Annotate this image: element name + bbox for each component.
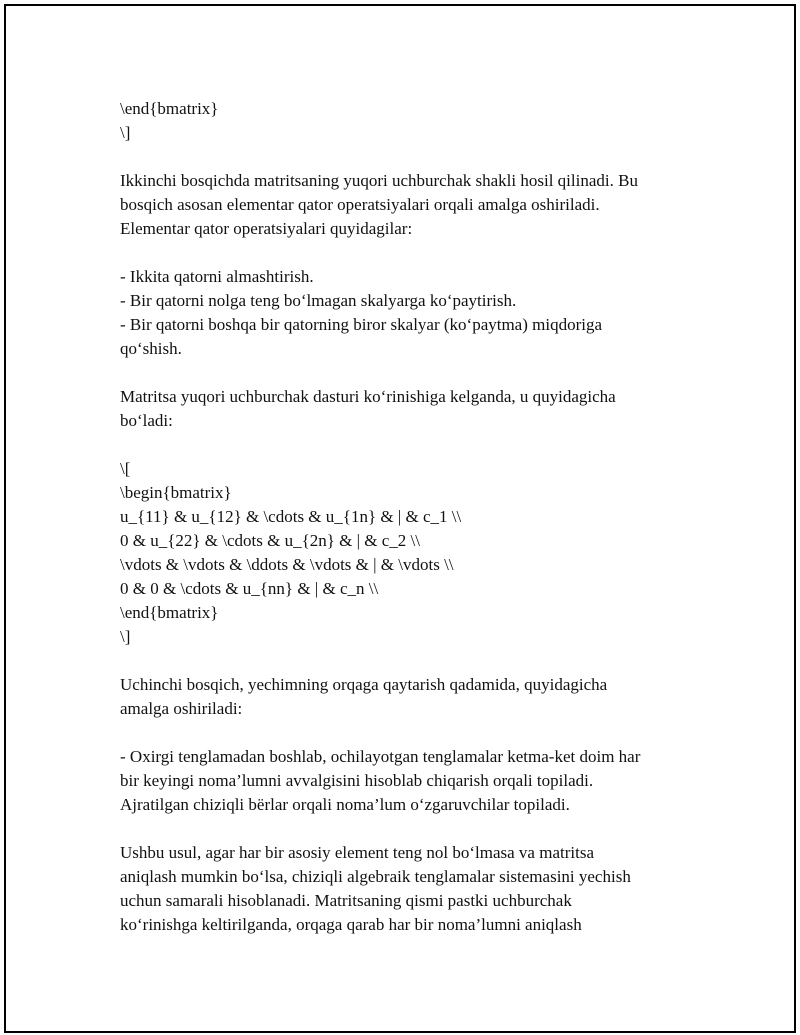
text-line: Elementar qator operatsiyalari quyidagilar: [120, 219, 413, 238]
text-line: uchun samarali hisoblanadi. Matritsaning qismi pastki uchburchak [120, 891, 572, 910]
paragraph [120, 841, 720, 937]
text-line: bo‘ladi: [120, 411, 173, 430]
code-line: \] [120, 627, 131, 646]
code-line: u_{11} & u_{12} & \cdots & u_{1n} & | & c_1 \\ [120, 507, 462, 526]
bullet-list [120, 745, 720, 817]
text-line: Ikkinchi bosqichda matritsaning yuqori uchburchak shakli hosil qilinadi. Bu [120, 171, 638, 190]
latex-matrix-block [120, 457, 720, 649]
text-line: Ushbu usul, agar har bir asosiy element teng nol bo‘lmasa va matritsa [120, 843, 594, 862]
text-line: - Ikkita qatorni almashtirish. [120, 267, 314, 286]
paragraph [120, 385, 720, 433]
paragraph [120, 673, 720, 721]
document-body [120, 97, 720, 937]
text-line: - Bir qatorni boshqa bir qatorning biror skalyar (ko‘paytma) miqdoriga [120, 315, 603, 334]
text-line: - Oxirgi tenglamadan boshlab, ochilayotgan tenglamalar ketma-ket doim har [120, 747, 641, 766]
code-line: \end{bmatrix} [120, 603, 219, 622]
code-line: \[ [120, 459, 131, 478]
code-line: 0 & 0 & \cdots & u_{nn} & | & c_n \\ [120, 579, 379, 598]
text-line: Uchinchi bosqich, yechimning orqaga qaytarish qadamida, quyidagicha [120, 675, 608, 694]
paragraph [120, 97, 720, 145]
bullet-list [120, 265, 720, 361]
text-line: Matritsa yuqori uchburchak dasturi ko‘rinishiga kelganda, u quyidagicha [120, 387, 616, 406]
code-line: 0 & u_{22} & \cdots & u_{2n} & | & c_2 \\ [120, 531, 421, 550]
code-line: \begin{bmatrix} [120, 483, 232, 502]
text-line: - Bir qatorni nolga teng bo‘lmagan skalyarga ko‘paytirish. [120, 291, 517, 310]
code-line: \vdots & \vdots & \ddots & \vdots & | & \vdots \\ [120, 555, 454, 574]
text-line: amalga oshiriladi: [120, 699, 243, 718]
text-line: qo‘shish. [120, 339, 182, 358]
page-frame [4, 4, 796, 1033]
text-line: aniqlash mumkin bo‘lsa, chiziqli algebraik tenglamalar sistemasini yechish [120, 867, 631, 886]
text-line: \] [120, 123, 131, 142]
text-line: ko‘rinishga keltirilganda, orqaga qarab har bir noma’lumni aniqlash [120, 915, 582, 934]
text-line: bosqich asosan elementar qator operatsiyalari orqali amalga oshiriladi. [120, 195, 600, 214]
text-line: \end{bmatrix} [120, 99, 219, 118]
text-line: bir keyingi noma’lumni avvalgisini hisoblab chiqarish orqali topiladi. [120, 771, 594, 790]
text-line: Ajratilgan chiziqli bërlar orqali noma’lum o‘zgaruvchilar topiladi. [120, 795, 570, 814]
paragraph [120, 169, 720, 241]
